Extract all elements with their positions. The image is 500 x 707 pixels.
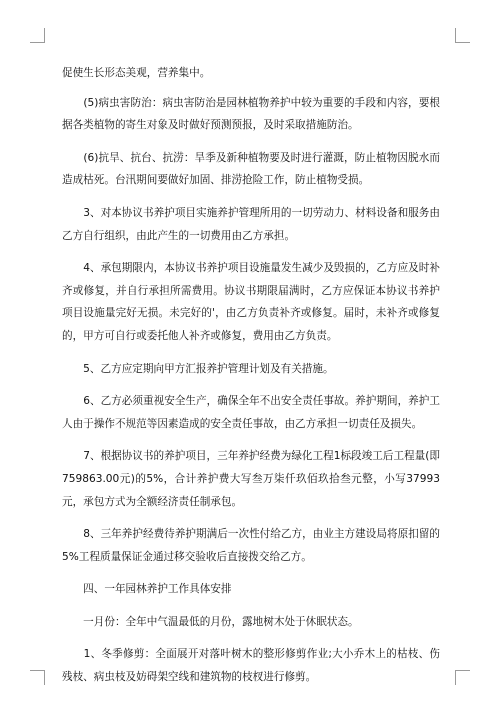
paragraph-item-3: 3、对本协议书养护项目实施养护管理所用的一切劳动力、材料设备和服务由乙方自行组织，由此产生的一切费用由乙方承担。 [62, 206, 440, 242]
paragraph-item-7: 7、根据协议书的养护项目，三年养护经费为绿化工程1标段竣工后工程量(即759863.00元)的5%，合计养护费大写叁万柒仟玖佰玖拾叁元整，小写37993元，承包方式为全额经济责任制承包。 [62, 450, 440, 508]
crop-mark-bottom-left [30, 670, 45, 685]
paragraph-item-4: 4、承包期限内，本协议书养护项目设施量发生减少及毁损的，乙方应及时补齐或修复，并自行承担所需费用。协议书期限届满时，乙方应保证本协议书养护项目设施量完好无损。未完好的'，由乙方负责补齐或修复。届时，未补齐或修复的，甲方可自行或委托他人补齐或修复，费用由乙方负责。 [62, 262, 440, 342]
paragraph-item-5: 5、乙方应定期向甲方汇报养护管理计划及有关措施。 [62, 362, 334, 375]
crop-mark-top-right [455, 28, 470, 43]
document-body [62, 62, 440, 699]
crop-mark-top-left [30, 28, 45, 43]
section-heading-annual-plan: 四、一年园林养护工作具体安排 [62, 583, 232, 596]
crop-mark-bottom-right [455, 670, 470, 685]
paragraph-item-8: 8、三年养护经费待养护期满后一次性付给乙方，由业主方建设局将原扣留的5%工程质量保证金通过移交验收后直接拨交给乙方。 [62, 528, 440, 563]
paragraph-intro: 促使生长形态美观，营养集中。 [62, 67, 211, 79]
paragraph-winter-pruning: 1、冬季修剪：全面展开对落叶树木的整形修剪作业;大小乔木上的枯枝、伤残枝、病虫枝及妨碍架空线和建筑物的枝杈进行修剪。 [62, 648, 440, 684]
paragraph-item-6: 6、乙方必须重视安全生产，确保全年不出安全责任事故。养护期间，养护工人由于操作不规范等因素造成的安全责任事故，由乙方承担一切责任及损失。 [62, 395, 440, 430]
paragraph-drought-typhoon: (6)抗旱、抗台、抗涝：旱季及新种植物要及时进行灌溉，防止植物因脱水而造成枯死。台汛期间要做好加固、排涝抢险工作，防止植物受损。 [62, 151, 440, 187]
paragraph-pest-control: (5)病虫害防治：病虫害防治是园林植物养护中较为重要的手段和内容，要根据各类植物的寄生对象及时做好预测预报，及时采取措施防治。 [62, 96, 440, 132]
paragraph-january: 一月份：全年中气温最低的月份，露地树木处于休眠状态。 [62, 615, 359, 628]
